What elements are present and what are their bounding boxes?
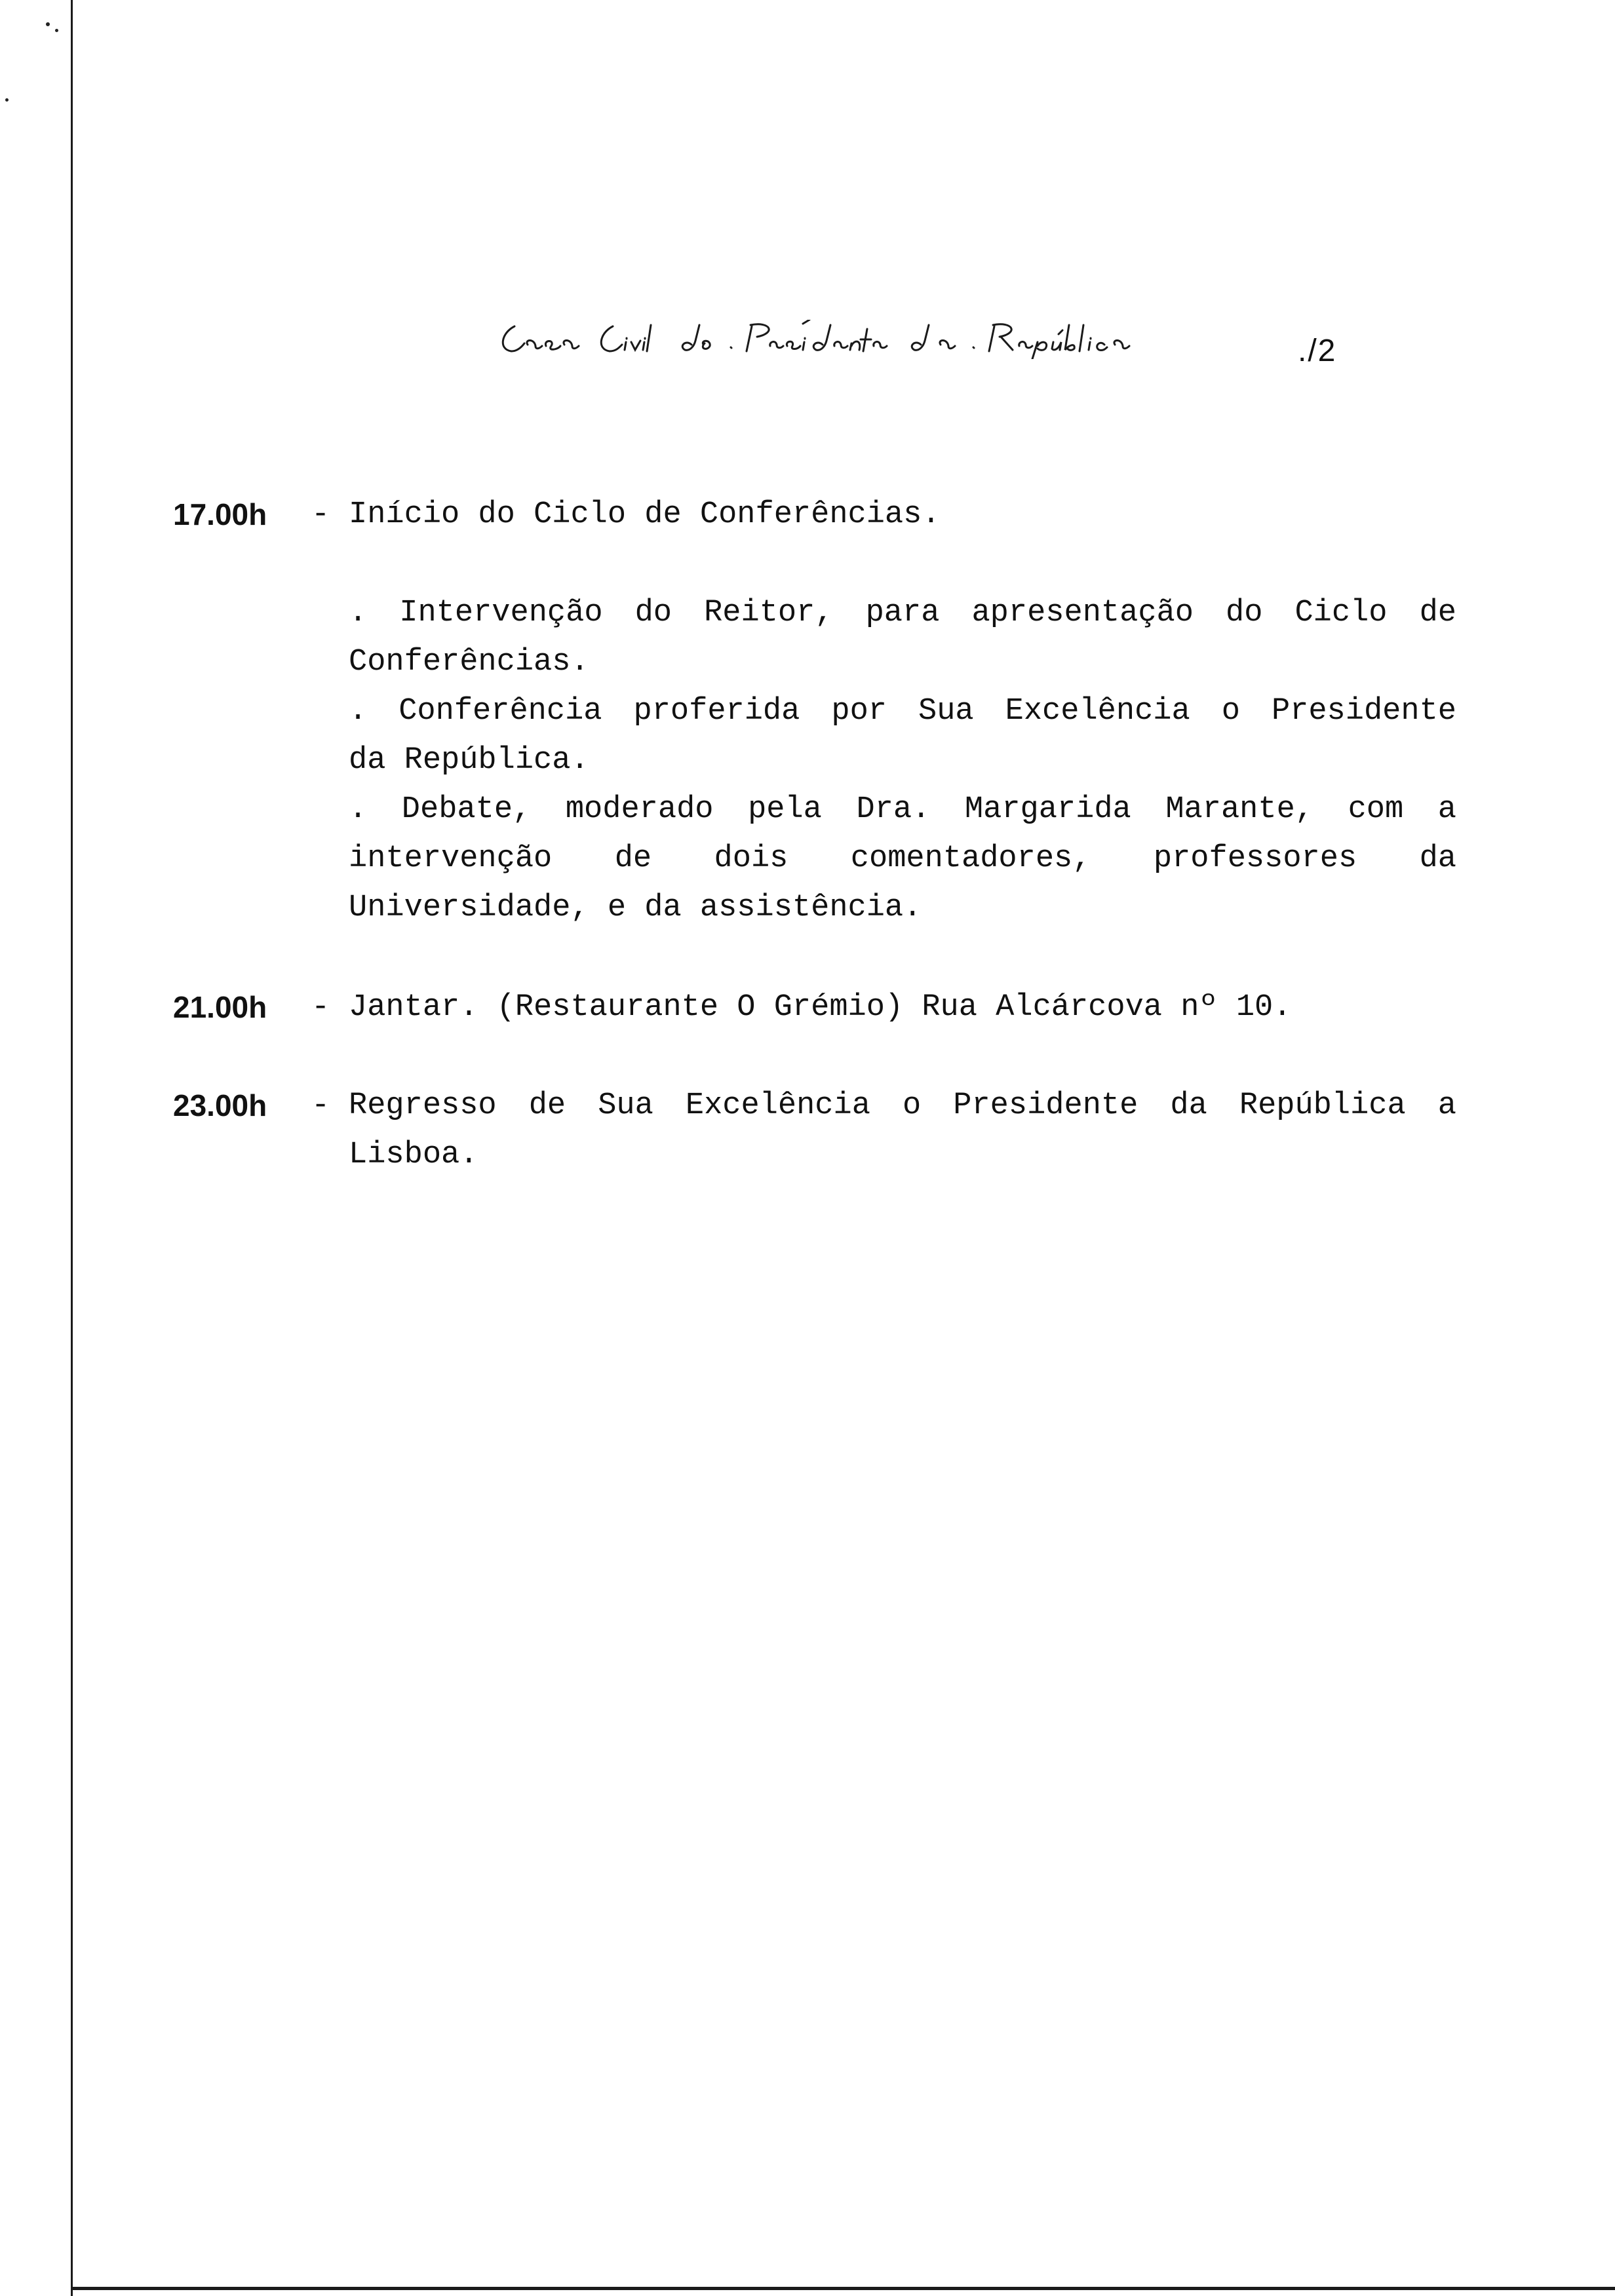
schedule-time: 23.00h	[173, 1088, 267, 1122]
schedule-detail-line: . Conferência proferida por Sua Excelência o Presidente	[349, 694, 1456, 729]
schedule-detail-line: . Intervenção do Reitor, para apresentação do Ciclo de	[349, 596, 1456, 630]
schedule-time: 17.00h	[173, 497, 267, 531]
scan-speck	[5, 98, 9, 102]
schedule-detail-line: intervenção de dois comentadores, professores da	[349, 841, 1456, 876]
schedule-detail-line: da República.	[349, 743, 589, 778]
schedule-title: Regresso de Sua Excelência o Presidente da República a	[349, 1088, 1456, 1123]
schedule-detail-line: Universidade, e da assistência.	[349, 890, 922, 925]
header-script-title	[495, 320, 1154, 359]
scan-speck	[55, 29, 58, 32]
schedule-continuation: Lisboa.	[349, 1138, 478, 1172]
schedule-title: Início do Ciclo de Conferências.	[349, 497, 941, 532]
schedule-time: 21.00h	[173, 990, 267, 1024]
page-number: ./2	[1298, 334, 1337, 368]
scan-speck	[46, 22, 50, 26]
schedule-title: Jantar. (Restaurante O Grémio) Rua Alcárcova nº 10.	[349, 990, 1292, 1025]
scan-bottom-border	[71, 2287, 1615, 2290]
schedule-detail-line: Conferências.	[349, 645, 589, 679]
schedule-dash: -	[311, 990, 330, 1025]
schedule-detail-line: . Debate, moderado pela Dra. Margarida Marante, com a	[349, 792, 1456, 827]
scan-left-border	[71, 0, 73, 2296]
schedule-dash: -	[311, 1088, 330, 1123]
schedule-dash: -	[311, 497, 330, 532]
